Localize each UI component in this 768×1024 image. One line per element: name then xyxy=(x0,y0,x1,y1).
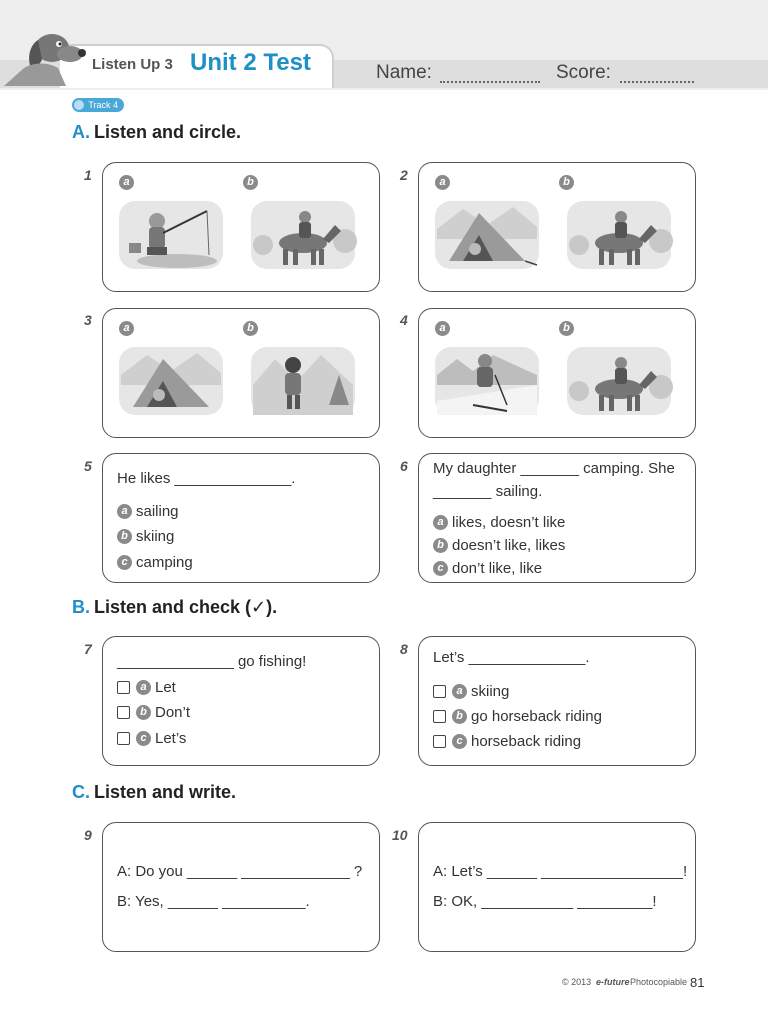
horse-rider-icon[interactable] xyxy=(565,199,673,271)
question-10-line-b[interactable]: B: OK, ___________ _________! xyxy=(433,893,657,910)
score-field[interactable] xyxy=(620,81,694,83)
question-7-option-c[interactable] xyxy=(117,730,186,747)
question-9-line-b[interactable]: B: Yes, ______ __________. xyxy=(117,893,310,910)
option-b-badge: b xyxy=(559,321,574,336)
camping-tent-icon[interactable] xyxy=(117,345,225,417)
option-a-badge: a xyxy=(117,504,132,519)
question-3-number: 3 xyxy=(84,312,92,328)
option-c-badge: c xyxy=(433,561,448,576)
horse-rider-icon[interactable] xyxy=(565,345,673,417)
section-c-heading xyxy=(72,782,236,803)
horse-rider-icon[interactable] xyxy=(249,199,357,271)
option-label: Let xyxy=(155,679,176,696)
option-b-badge: b xyxy=(452,709,467,724)
option-b-badge: b xyxy=(243,175,258,190)
section-a-title: Listen and circle. xyxy=(94,122,242,142)
track-badge xyxy=(72,98,124,112)
option-label: sailing xyxy=(136,503,179,520)
question-6-number: 6 xyxy=(400,458,408,474)
question-8-option-a[interactable] xyxy=(433,683,509,700)
question-7-option-a[interactable] xyxy=(117,679,176,696)
option-a-badge: a xyxy=(136,680,151,695)
option-label: doesn’t like, likes xyxy=(452,537,566,554)
section-b-heading xyxy=(72,597,277,618)
option-b-badge: b xyxy=(559,175,574,190)
option-a-badge: a xyxy=(119,175,134,190)
question-7-prompt: ______________ go fishing! xyxy=(117,653,307,670)
option-label: Don’t xyxy=(155,704,191,721)
question-5-number: 5 xyxy=(84,458,92,474)
question-9-line-a[interactable]: A: Do you ______ _____________ ? xyxy=(117,863,363,880)
question-6-option-c[interactable] xyxy=(433,560,542,577)
question-8-option-c[interactable] xyxy=(433,733,581,750)
section-c-title: Listen and write. xyxy=(94,782,237,802)
option-b-badge: b xyxy=(243,321,258,336)
fishing-boy-icon[interactable] xyxy=(117,199,225,271)
question-3-box xyxy=(102,308,380,438)
unit-title: Unit 2 Test xyxy=(190,49,311,76)
question-10-box xyxy=(418,822,696,952)
question-6-prompt-line-1: My daughter _______ camping. She xyxy=(433,460,675,477)
checkbox-icon[interactable] xyxy=(433,685,446,698)
section-a-heading xyxy=(72,122,241,143)
option-label: horseback riding xyxy=(471,733,582,750)
option-a-badge: a xyxy=(452,684,467,699)
option-label: go horseback riding xyxy=(471,708,602,725)
question-1-box xyxy=(102,162,380,292)
question-7-option-b[interactable] xyxy=(117,704,190,721)
question-10-line-a[interactable]: A: Let’s ______ _________________! xyxy=(433,863,688,880)
question-4-number: 4 xyxy=(400,312,408,328)
skiing-boy-icon[interactable] xyxy=(433,345,541,417)
checkbox-icon[interactable] xyxy=(433,735,446,748)
question-8-number: 8 xyxy=(400,641,408,657)
option-a-badge: a xyxy=(435,321,450,336)
option-a-badge: a xyxy=(433,515,448,530)
question-10-number: 10 xyxy=(392,827,408,843)
question-5-option-a[interactable] xyxy=(117,503,179,520)
checkbox-icon[interactable] xyxy=(117,706,130,719)
checkbox-icon[interactable] xyxy=(117,732,130,745)
question-5-option-b[interactable] xyxy=(117,528,174,545)
question-2-box xyxy=(418,162,696,292)
question-5-box xyxy=(102,453,380,583)
option-label: camping xyxy=(136,554,193,571)
question-6-prompt-line-2: _______ sailing. xyxy=(433,483,543,500)
question-6-box xyxy=(418,453,696,583)
name-label: Name: xyxy=(376,62,432,83)
option-b-badge: b xyxy=(433,538,448,553)
section-b-letter: B. xyxy=(72,597,90,617)
cd-track-icon xyxy=(74,100,84,110)
name-field[interactable] xyxy=(440,81,540,83)
option-label: don’t like, like xyxy=(452,560,543,577)
hiking-girl-icon[interactable] xyxy=(249,345,357,417)
option-label: likes, doesn’t like xyxy=(452,514,566,531)
checkbox-icon[interactable] xyxy=(433,710,446,723)
camping-tent-icon[interactable] xyxy=(433,199,541,271)
question-4-box xyxy=(418,308,696,438)
question-5-prompt: He likes ______________. xyxy=(117,470,296,487)
question-7-box xyxy=(102,636,380,766)
option-c-badge: c xyxy=(117,555,132,570)
question-6-option-b[interactable] xyxy=(433,537,565,554)
footer-copyright: © 2013 xyxy=(562,977,592,987)
question-9-number: 9 xyxy=(84,827,92,843)
section-b-title: Listen and check (✓). xyxy=(94,597,278,617)
question-6-option-a[interactable] xyxy=(433,514,565,531)
section-a-letter: A. xyxy=(72,122,90,142)
section-c-letter: C. xyxy=(72,782,90,802)
dog-mascot-icon xyxy=(4,24,94,86)
score-label: Score: xyxy=(556,62,611,83)
checkbox-icon[interactable] xyxy=(117,681,130,694)
question-8-box xyxy=(418,636,696,766)
option-a-badge: a xyxy=(119,321,134,336)
footer-publisher: e-future xyxy=(596,977,630,987)
question-1-number: 1 xyxy=(84,167,92,183)
question-9-box xyxy=(102,822,380,952)
footer-photocopiable: Photocopiable xyxy=(630,977,688,987)
option-label: skiing xyxy=(136,528,175,545)
question-8-prompt: Let’s ______________. xyxy=(433,649,590,666)
question-7-number: 7 xyxy=(84,641,92,657)
option-b-badge: b xyxy=(117,529,132,544)
option-a-badge: a xyxy=(435,175,450,190)
option-label: Let’s xyxy=(155,730,187,747)
track-label: Track 4 xyxy=(88,100,118,110)
question-2-number: 2 xyxy=(400,167,408,183)
question-8-option-b[interactable] xyxy=(433,708,602,725)
option-c-badge: c xyxy=(136,731,151,746)
option-b-badge: b xyxy=(136,705,151,720)
page-number: 81 xyxy=(690,975,705,990)
option-label: skiing xyxy=(471,683,510,700)
option-c-badge: c xyxy=(452,734,467,749)
series-title: Listen Up 3 xyxy=(92,56,173,73)
question-5-option-c[interactable] xyxy=(117,554,193,571)
